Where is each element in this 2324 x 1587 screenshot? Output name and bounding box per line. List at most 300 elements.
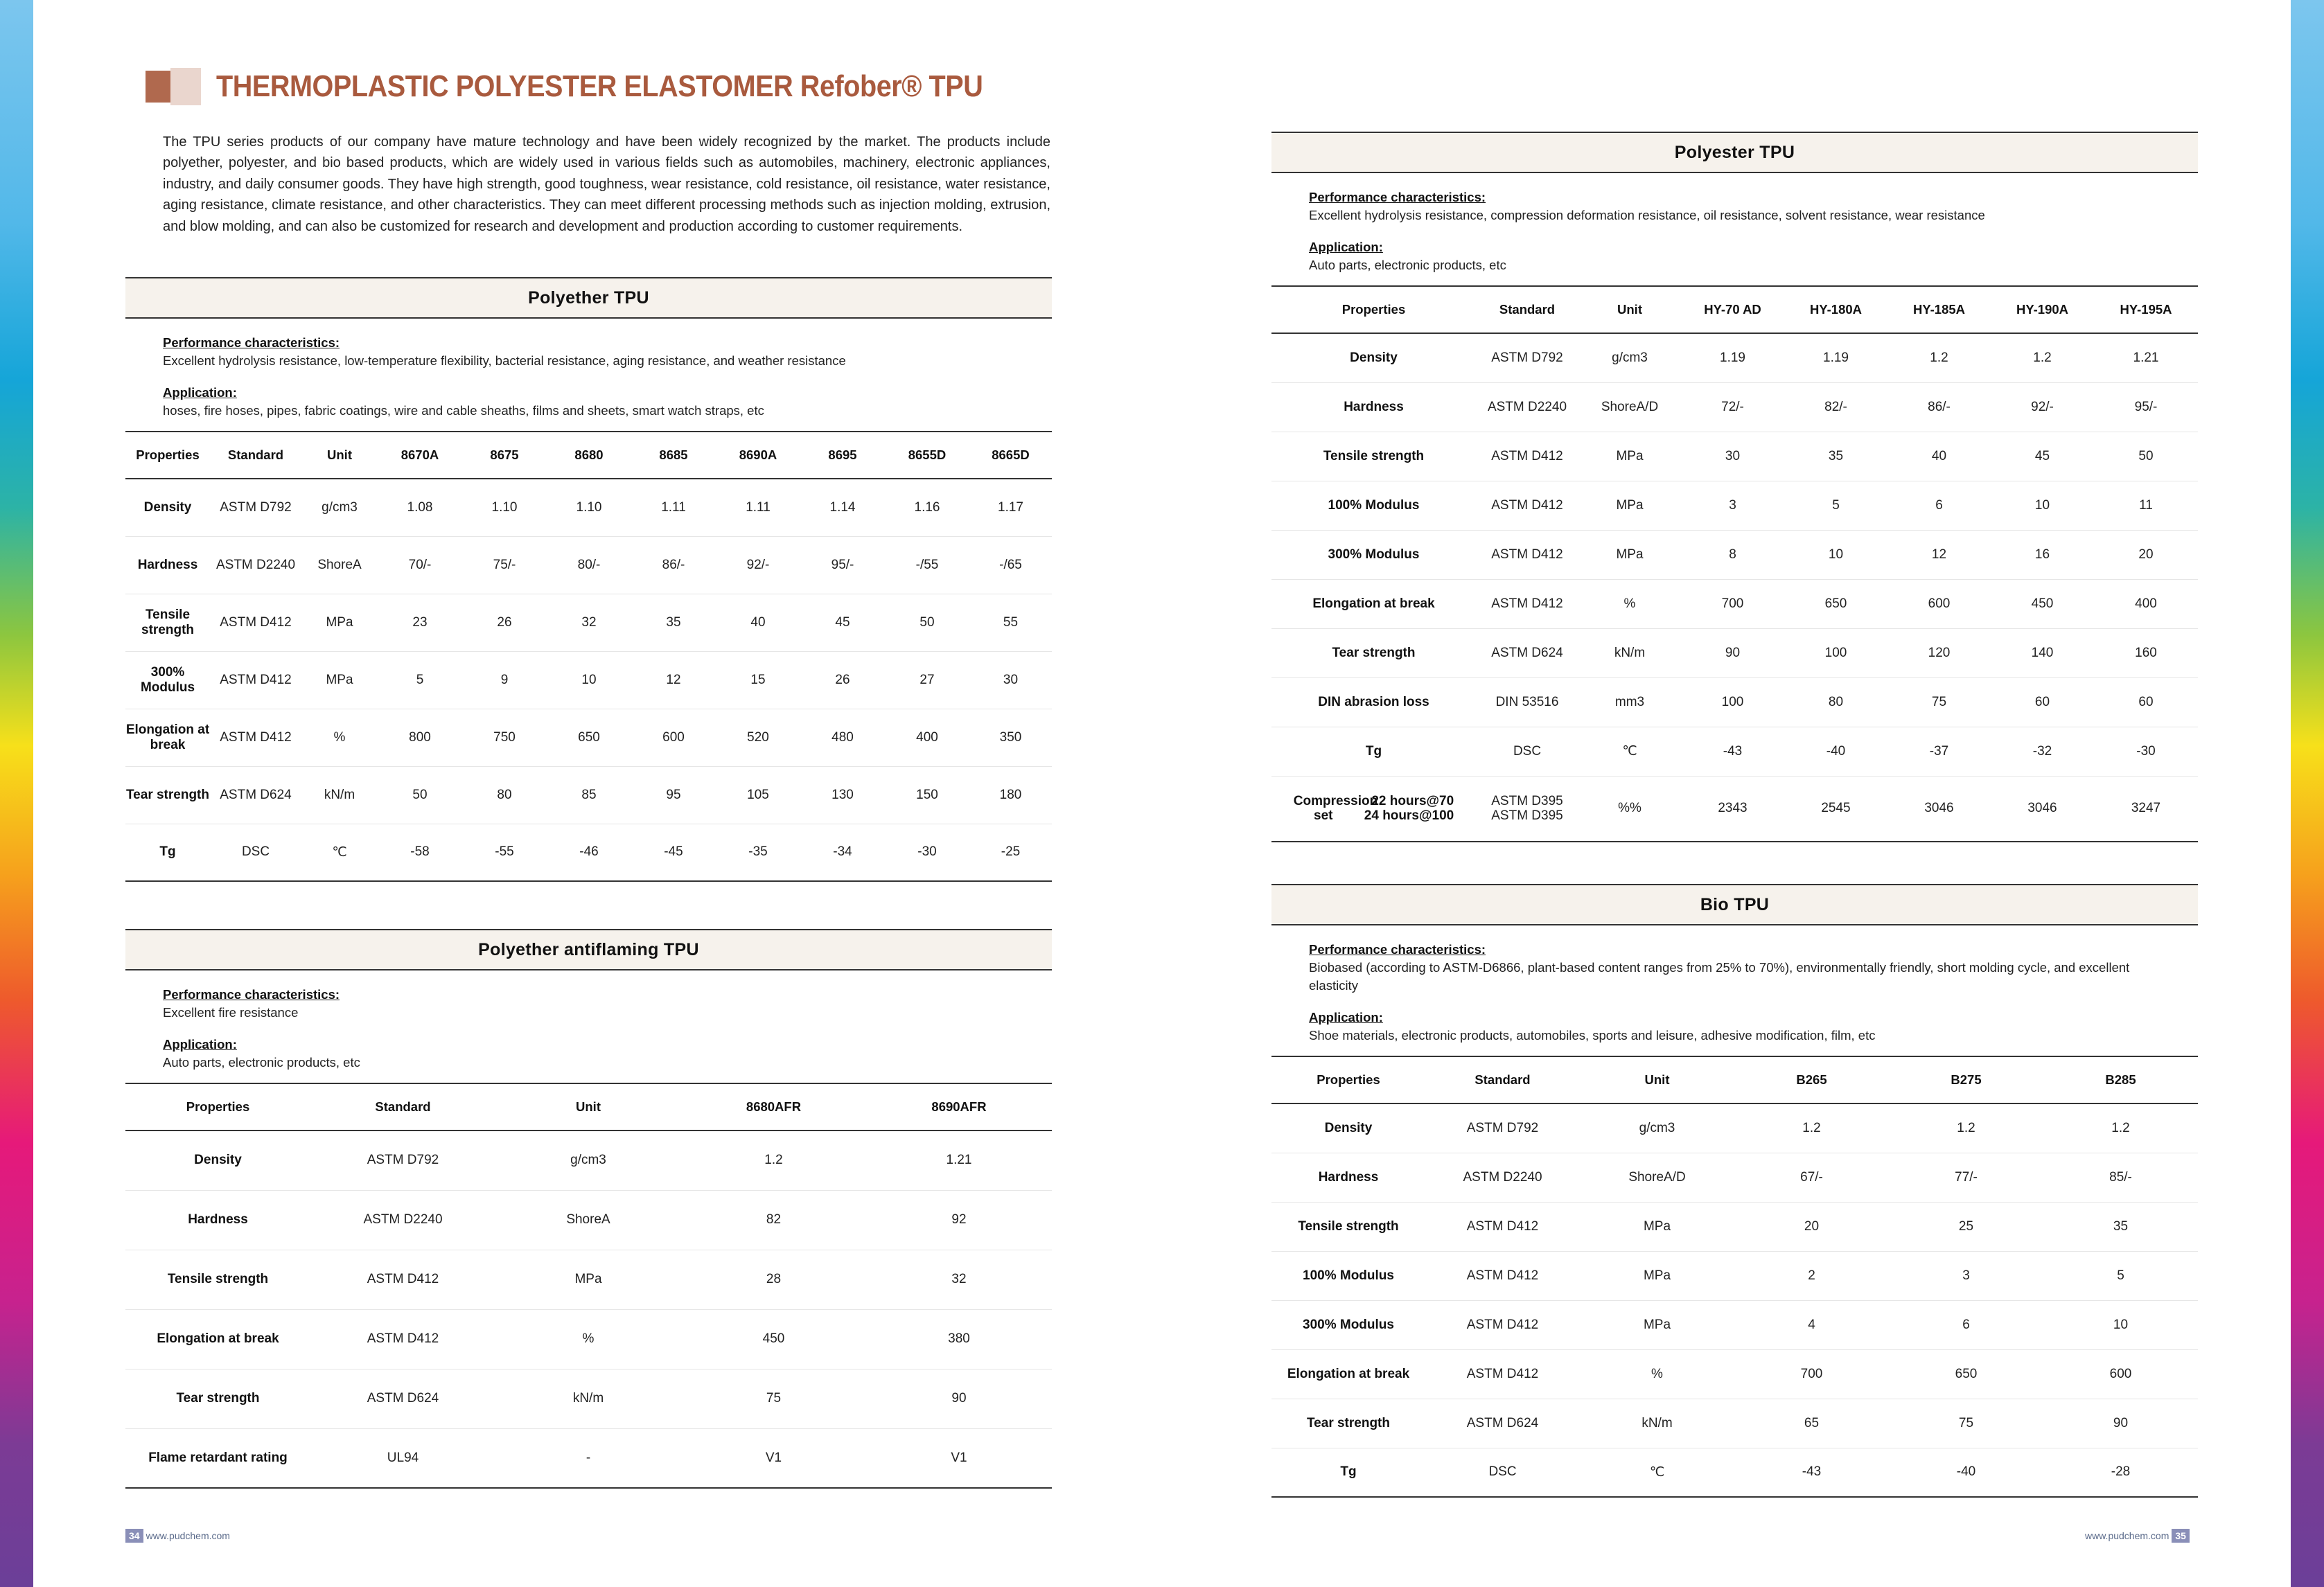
property-name: Elongation at break [157, 1331, 279, 1346]
table-row [1271, 579, 2198, 628]
table-row [1271, 1399, 2198, 1448]
table-cell: ASTM D624 [367, 1391, 439, 1406]
column-header: Properties [1317, 1072, 1380, 1087]
table-cell: 100 [1824, 645, 1847, 660]
table-cell: 1.19 [1720, 350, 1745, 365]
column-header: B275 [1951, 1072, 1982, 1087]
section-polyester-tpu [1271, 132, 2198, 842]
property-name: Hardness [1318, 1169, 1379, 1185]
table-cell: 1.11 [746, 499, 771, 515]
property-name: Tensile strength [141, 607, 194, 637]
table-row [1271, 432, 2198, 481]
table-cell: 1.19 [1823, 350, 1849, 365]
table-cell: 16 [2034, 547, 2050, 562]
table-cell: -32 [2032, 743, 2052, 759]
table-header-row [125, 432, 1052, 479]
application-text: hoses, fire hoses, pipes, fabric coatings, wire and cable sheaths, films and sheets, smart watch straps, etc [163, 403, 764, 418]
column-header: 8685 [659, 447, 688, 462]
table-cell: 55 [1003, 614, 1019, 630]
table-cell: 120 [1928, 645, 1951, 660]
property-name: Tear strength [125, 787, 209, 802]
table-cell: DSC [1488, 1464, 1517, 1480]
table-cell: 3 [1962, 1268, 1970, 1283]
table-cell: DSC [1513, 743, 1542, 759]
table-cell: 160 [2135, 645, 2157, 660]
property-name: 100% Modulus [1303, 1268, 1394, 1283]
table-cell: 60 [2138, 694, 2154, 709]
column-header: Unit [576, 1099, 601, 1114]
table-cell: 1.2 [1802, 1120, 1821, 1135]
property-name: Density [1350, 350, 1398, 365]
table-cell: 100 [1721, 694, 1744, 709]
property-name: Elongation at break [125, 722, 210, 752]
table-cell: 800 [409, 729, 431, 745]
footer-url[interactable]: www.pudchem.com [2085, 1530, 2169, 1541]
table-cell: 75 [1931, 694, 1947, 709]
table-cell: 85/- [2109, 1169, 2132, 1185]
application-label: Application: [163, 385, 237, 400]
table-cell: 35 [666, 614, 681, 630]
table-cell: 6 [1935, 497, 1943, 513]
column-header: Unit [1644, 1072, 1670, 1087]
property-name: Density [194, 1153, 242, 1168]
column-header: 8675 [490, 447, 519, 462]
table-cell: ASTM D412 [220, 672, 292, 687]
performance-label: Performance characteristics: [1309, 190, 1486, 204]
table-cell: ASTM D412 [367, 1331, 439, 1346]
table-cell: 1.10 [491, 499, 518, 515]
table-cell: 520 [747, 729, 769, 745]
table-cell: 380 [948, 1331, 970, 1346]
table-cell: DIN 53516 [1495, 694, 1559, 709]
table-cell: - [586, 1450, 591, 1465]
table-cell: 28 [766, 1272, 782, 1286]
application-label: Application: [163, 1037, 237, 1052]
table-row [1271, 1448, 2198, 1497]
table-cell: 1.2 [1957, 1120, 1975, 1135]
table-cell: ASTM D412 [1491, 448, 1563, 463]
table-cell: ASTM D412 [220, 729, 292, 745]
table-cell: V1 [765, 1450, 782, 1465]
property-text: Compression set [1293, 794, 1378, 824]
table-row [125, 766, 1052, 824]
table-row [125, 594, 1052, 651]
table-cell: UL94 [387, 1450, 419, 1465]
table-cell: 40 [750, 614, 766, 630]
table-cell: 1.21 [946, 1153, 972, 1168]
table-cell: MPa [1616, 497, 1644, 513]
table-row [1271, 727, 2198, 776]
column-header: HY-195A [2120, 302, 2172, 317]
table-cell: 92 [951, 1212, 967, 1227]
properties-table [125, 1083, 1052, 1489]
table-cell: 1.2 [1930, 350, 1948, 365]
table-cell: -43 [1802, 1464, 1822, 1480]
property-name: 100% Modulus [1328, 497, 1420, 513]
table-cell: 150 [916, 787, 938, 802]
table-cell: ASTM D2240 [1487, 399, 1567, 414]
table-cell: 700 [1721, 596, 1744, 611]
performance-label: Performance characteristics: [163, 335, 340, 350]
property-name [1271, 776, 1476, 842]
property-name: Hardness [1344, 399, 1404, 414]
performance-text: Excellent fire resistance [163, 1005, 299, 1020]
column-header: Unit [1617, 302, 1642, 317]
table-cell: -58 [410, 844, 430, 860]
table-row [125, 1250, 1052, 1309]
table-header-row [125, 1083, 1052, 1131]
table-cell: 82/- [1824, 399, 1847, 414]
table-cell: MPa [326, 614, 353, 630]
table-cell: -45 [664, 844, 683, 860]
table-cell: ASTM D412 [367, 1272, 439, 1286]
footer-right [2085, 1529, 2190, 1543]
table-row [1271, 1202, 2198, 1251]
column-header: Properties [186, 1099, 250, 1114]
property-name: Hardness [137, 557, 198, 572]
property-text: 22 hours@70 [1371, 794, 1454, 809]
table-row [1271, 1300, 2198, 1349]
table-cell: % [582, 1331, 595, 1346]
column-header: 8680AFR [746, 1099, 802, 1114]
table-cell: 65 [1804, 1415, 1820, 1430]
table-cell: MPa [326, 672, 353, 687]
table-cell: 1.2 [764, 1153, 783, 1168]
table-cell: 11 [2139, 497, 2153, 513]
table-cell: 1.2 [2111, 1120, 2130, 1135]
table-cell: 25 [1958, 1218, 1974, 1234]
table-row [1271, 382, 2198, 432]
table-row [1271, 677, 2198, 727]
table-cell: 85 [581, 787, 597, 802]
table-cell: kN/m [1641, 1415, 1673, 1430]
table-cell: g/cm3 [570, 1153, 606, 1168]
table-cell: 2545 [1821, 801, 1851, 816]
column-header: Properties [1341, 302, 1406, 317]
table-cell: ℃ [1649, 1464, 1665, 1480]
table-cell: 20 [2138, 547, 2154, 562]
table-cell: MPa [1616, 547, 1644, 562]
table-cell: ℃ [332, 844, 347, 860]
table-cell: ShoreA/D [1628, 1169, 1686, 1185]
table-cell: 23 [412, 614, 428, 630]
table-cell: ASTM D412 [1491, 547, 1563, 562]
table-cell: 75 [766, 1391, 782, 1406]
table-cell: 480 [831, 729, 854, 745]
table-cell: ASTM D624 [1491, 645, 1563, 660]
table-cell: 650 [1824, 596, 1847, 611]
table-cell: 1.08 [407, 499, 433, 515]
property-name: Tear strength [176, 1391, 260, 1406]
table-cell: %% [1618, 801, 1641, 816]
table-cell: ASTM D412 [220, 614, 292, 630]
table-cell: 600 [1928, 596, 1951, 611]
table-cell: kN/m [572, 1391, 604, 1406]
column-header: Standard [1499, 302, 1556, 317]
table-row [125, 1369, 1052, 1428]
table-row [1271, 628, 2198, 677]
table-cell: 92/- [2031, 399, 2054, 414]
section-polyether-tpu [125, 277, 1052, 882]
section-antiflaming-tpu [125, 929, 1052, 1489]
table-cell: ASTM D792 [1491, 350, 1563, 365]
performance-label: Performance characteristics: [163, 987, 340, 1002]
property-name: Tensile strength [167, 1272, 269, 1286]
table-row [1271, 1349, 2198, 1399]
table-cell: -40 [1956, 1464, 1976, 1480]
table-cell: 80/- [577, 557, 601, 572]
table-cell: 9 [500, 672, 509, 687]
column-header: 8690AFR [931, 1099, 987, 1114]
table-cell: 350 [999, 729, 1022, 745]
performance-text: Excellent hydrolysis resistance, low-temperature flexibility, bacterial resistance, aging resistance, and weather resistance [163, 353, 846, 368]
table-row [1271, 333, 2198, 382]
section-title: Polyester TPU [1271, 132, 2198, 173]
table-cell: 95 [666, 787, 681, 802]
table-cell: -34 [833, 844, 852, 860]
table-cell: 70/- [408, 557, 432, 572]
column-header: 8690A [739, 447, 777, 462]
table-cell: 15 [750, 672, 766, 687]
column-header: HY-70 AD [1704, 302, 1761, 317]
table-row [125, 651, 1052, 709]
table-cell: 32 [951, 1272, 967, 1286]
table-cell: ShoreA [566, 1212, 610, 1227]
table-cell: 4 [1808, 1317, 1815, 1332]
table-cell: -28 [2111, 1464, 2131, 1480]
table-cell: 45 [2034, 448, 2050, 463]
footer-url[interactable]: www.pudchem.com [146, 1530, 230, 1541]
table-cell: % [333, 729, 346, 745]
column-header: 8670A [400, 447, 439, 462]
table-cell: -35 [748, 844, 768, 860]
table-cell: 10 [2113, 1317, 2129, 1332]
column-header: HY-185A [1912, 302, 1966, 317]
column-header: B265 [1796, 1072, 1827, 1087]
table-cell: 50 [2138, 448, 2154, 463]
table-cell: 700 [1800, 1366, 1823, 1381]
column-header: Standard [227, 447, 284, 462]
table-cell: V1 [951, 1450, 967, 1465]
table-cell: 75 [1958, 1415, 1974, 1430]
property-text: ASTM D395 [1491, 808, 1563, 824]
table-cell: 1.21 [2133, 350, 2159, 365]
table-cell: kN/m [1614, 645, 1646, 660]
table-cell: 750 [493, 729, 516, 745]
section-title: Bio TPU [1271, 884, 2198, 925]
column-header: HY-190A [2016, 302, 2069, 317]
performance-text: Excellent hydrolysis resistance, compression deformation resistance, oil resistance, solvent resistance, wear resistance [1309, 208, 1985, 222]
page-right [1162, 0, 2291, 1587]
table-cell: 26 [497, 614, 512, 630]
table-cell: 80 [497, 787, 512, 802]
table-cell: 5 [1832, 497, 1840, 513]
section-info [1271, 925, 2198, 1056]
table-cell: 600 [2109, 1366, 2132, 1381]
property-name: 300% Modulus [1328, 547, 1420, 562]
table-cell: 80 [1828, 694, 1844, 709]
page-left [33, 0, 1162, 1587]
column-header: Unit [327, 447, 352, 462]
table-cell: 3046 [2027, 801, 2057, 816]
property-name: 300% Modulus [140, 664, 195, 695]
property-name: Tg [1340, 1464, 1357, 1480]
table-cell: 1.14 [829, 499, 856, 515]
table-cell: % [1651, 1366, 1663, 1381]
table-cell: ASTM D792 [220, 499, 292, 515]
table-cell: -30 [917, 844, 937, 860]
table-cell: 1.17 [998, 499, 1023, 515]
table-cell: 35 [2113, 1218, 2129, 1234]
table-cell: ASTM D412 [1466, 1317, 1539, 1332]
table-cell: 2 [1808, 1268, 1815, 1283]
table-cell: 1.16 [914, 499, 940, 515]
page-heading [146, 68, 1068, 105]
table-cell: ASTM D412 [1466, 1218, 1539, 1234]
table-cell: 5 [2117, 1268, 2124, 1283]
table-row [125, 1428, 1052, 1488]
section-bio-tpu [1271, 884, 2198, 1498]
table-cell: ASTM D412 [1466, 1366, 1539, 1381]
table-row [125, 1131, 1052, 1190]
performance-text: Biobased (according to ASTM-D6866, plant-based content ranges from 25% to 70%), environmentally friendly, short molding cycle, and excellent elasticity [1309, 960, 2130, 993]
table-row [1271, 481, 2198, 530]
table-cell: -30 [2136, 743, 2156, 759]
table-cell: 3 [1729, 497, 1736, 513]
table-cell: 45 [835, 614, 850, 630]
table-cell: 30 [1003, 672, 1019, 687]
table-cell: 86/- [662, 557, 685, 572]
table-cell: -43 [1723, 743, 1743, 759]
table-cell: 72/- [1721, 399, 1744, 414]
performance-label: Performance characteristics: [1309, 942, 1486, 957]
table-cell: ASTM D412 [1491, 497, 1563, 513]
table-cell: g/cm3 [322, 499, 358, 515]
property-name: Flame retardant rating [148, 1450, 288, 1465]
table-row [125, 709, 1052, 766]
table-cell: 12 [1931, 547, 1947, 562]
table-cell: ASTM D2240 [215, 557, 296, 572]
table-row [125, 479, 1052, 536]
table-cell: MPa [574, 1272, 602, 1286]
application-text: Shoe materials, electronic products, automobiles, sports and leisure, adhesive modification, film, etc [1309, 1028, 1876, 1043]
table-cell: MPa [1643, 1218, 1671, 1234]
section-info [125, 970, 1052, 1083]
property-name: Tensile strength [1323, 448, 1425, 463]
table-header-row [1271, 286, 2198, 333]
table-row [125, 536, 1052, 594]
rainbow-edge-right [2291, 0, 2324, 1587]
table-cell: 105 [747, 787, 769, 802]
table-header-row [1271, 1056, 2198, 1103]
column-header: 8680 [574, 447, 604, 462]
page-number: 35 [2172, 1529, 2190, 1543]
rainbow-edge-left [0, 0, 33, 1587]
table-cell: 3247 [2131, 801, 2161, 816]
table-cell: 180 [999, 787, 1022, 802]
property-name: Hardness [188, 1212, 248, 1227]
table-cell: 1.11 [661, 499, 686, 515]
section-title: Polyether TPU [125, 277, 1052, 319]
section-title: Polyether antiflaming TPU [125, 929, 1052, 970]
table-cell: MPa [1643, 1268, 1671, 1283]
table-cell: kN/m [324, 787, 355, 802]
table-cell: 130 [831, 787, 854, 802]
table-cell: 140 [2031, 645, 2054, 660]
intro-paragraph: The TPU series products of our company have mature technology and have been widely recognized by the market. The products include polyether, polyester, and bio based products, which are widely used in various fields such as automobiles, machinery, electronic appliances, industry, and daily consumer goods. They have high strength, good toughness, wear resistance, cold resistance, oil resistance, water resistance, aging resistance, climate resistance, and other characteristics. They can meet different processing methods such as injection molding, extrusion, and blow molding, and can also be customized for research and development and production according to customer requirements. [163, 134, 1050, 234]
table-cell: 40 [1931, 448, 1947, 463]
table-cell: MPa [1643, 1317, 1671, 1332]
property-text: ASTM D395 [1491, 794, 1563, 809]
table-cell: 50 [412, 787, 428, 802]
section-info [125, 319, 1052, 431]
table-cell: 450 [762, 1331, 785, 1346]
table-cell: 12 [666, 672, 681, 687]
properties-table [125, 431, 1052, 882]
table-cell: 50 [919, 614, 935, 630]
column-header: Standard [375, 1099, 431, 1114]
property-name: 300% Modulus [1303, 1317, 1394, 1332]
table-cell: 10 [2034, 497, 2050, 513]
section-info [1271, 173, 2198, 285]
column-header: Standard [1474, 1072, 1531, 1087]
property-name: Tensile strength [1298, 1218, 1399, 1234]
table-cell: 75/- [493, 557, 516, 572]
table-cell: mm3 [1614, 694, 1645, 709]
table-cell: 95/- [2134, 399, 2158, 414]
column-header: Properties [136, 447, 200, 462]
table-cell: 1.2 [2033, 350, 2052, 365]
table-cell: ASTM D412 [1466, 1268, 1539, 1283]
table-cell: 6 [1962, 1317, 1970, 1332]
table-cell: 35 [1828, 448, 1844, 463]
table-row [1271, 1103, 2198, 1153]
column-header: B285 [2105, 1072, 2136, 1087]
property-name: Density [143, 499, 192, 515]
table-cell: ASTM D624 [220, 787, 292, 802]
property-name: Tear strength [1332, 645, 1416, 660]
table-cell: 1.10 [576, 499, 602, 515]
table-cell: ASTM D792 [367, 1153, 439, 1168]
column-header: 8665D [992, 447, 1030, 462]
table-cell: ShoreA/D [1601, 399, 1659, 414]
application-label: Application: [1309, 1010, 1383, 1025]
table-cell: 27 [919, 672, 935, 687]
table-cell: 650 [578, 729, 600, 745]
column-header: 8695 [828, 447, 857, 462]
table-cell: 8 [1729, 547, 1736, 562]
table-cell: 10 [581, 672, 597, 687]
table-cell: 95/- [831, 557, 854, 572]
heading-block-icon [146, 68, 201, 105]
table-cell: 5 [416, 672, 424, 687]
table-cell: ASTM D624 [1466, 1415, 1539, 1430]
table-row [1271, 530, 2198, 579]
table-cell: 67/- [1800, 1169, 1823, 1185]
table-cell: -55 [495, 844, 514, 860]
property-name: DIN abrasion loss [1318, 694, 1429, 709]
table-cell: 2343 [1718, 801, 1748, 816]
table-cell: -/55 [915, 557, 939, 572]
table-cell: g/cm3 [1612, 350, 1648, 365]
table-cell [1476, 776, 1578, 842]
table-cell: DSC [241, 844, 270, 860]
property-name: Elongation at break [1312, 596, 1435, 611]
table-cell: 77/- [1955, 1169, 1978, 1185]
table-cell: 90 [2113, 1415, 2129, 1430]
table-cell: -46 [579, 844, 599, 860]
table-row [125, 1190, 1052, 1250]
